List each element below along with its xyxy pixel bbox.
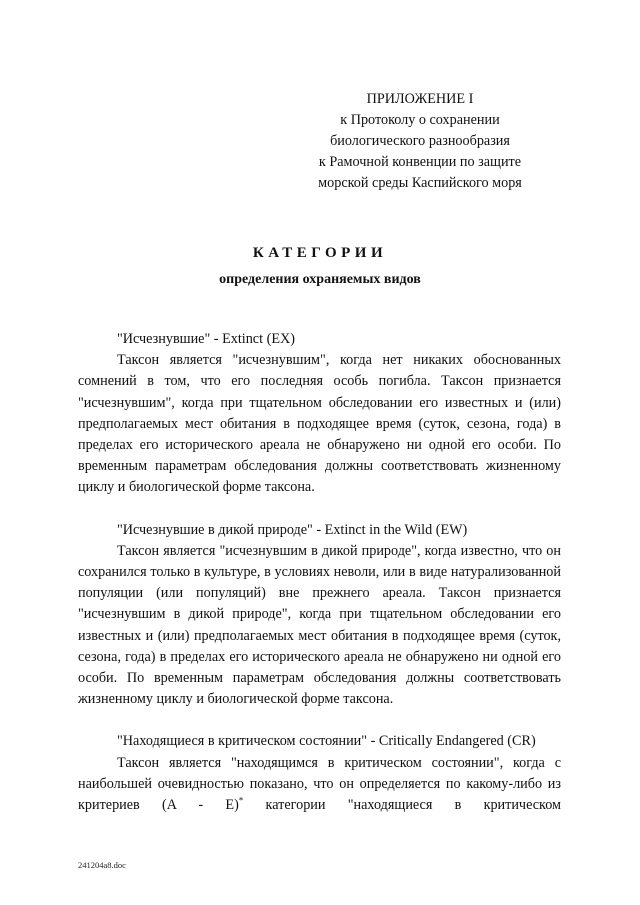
section-extinct [78,329,561,499]
section-critically-endangered [78,731,561,816]
section-heading: "Находящиеся в критическом состоянии" - Critically Endangered (CR) [117,733,536,750]
document-body [78,329,561,837]
section-extinct-in-wild [78,520,561,711]
section-heading: "Исчезнувшие" - Extinct (EX) [117,331,295,347]
section-text-part: Таксон является "находящимся в критическом состоянии", когда с наибольшей очевидностью показано, что он определяется по какому-либо из критериев (A - E) [78,754,561,814]
document-title: КАТЕГОРИИ [252,245,388,261]
appendix-line: морской среды Каспийского моря [318,175,522,191]
appendix-block [300,89,540,194]
file-name-footer: 241204a8.doc [78,860,126,870]
document-subtitle: определения охраняемых видов [219,272,421,287]
section-heading: "Исчезнувшие в дикой природе" - Extinct in the Wild (EW) [117,521,468,538]
footnote-mark: * [238,795,244,806]
appendix-line: биологического разнообразия [330,133,510,149]
appendix-line: к Протоколу о сохранении [340,112,500,128]
appendix-line: к Рамочной конвенции по защите [318,154,522,170]
appendix-heading: ПРИЛОЖЕНИЕ I [366,91,474,107]
section-text [78,753,561,817]
section-text: Таксон является "исчезнувшим в дикой природе", когда известно, что он сохранился только в культуре, в условиях неволи, или в виде натурализованной популяции (или популяций) вне прежнего ареала. Таксон признается "исчезнувшим в дикой природе", когда при тщательном обследовании его известных и (или) предполагаемых мест обитания в подходящее время (суток, сезона, года) в пределах его исторического ареала не обнаружено ни одной его особи. По временным параметрам обследования должны соответствовать жизненному циклу и биологической форме таксона. [78,542,561,708]
section-text-part: категории "находящиеся в критическом [243,797,561,814]
section-text: Таксон является "исчезнувшим", когда нет никаких обоснованных сомнений в том, что его последняя особь погибла. Таксон признается "исчезнувшим", когда при тщательном обследовании его известных и (или) предполагаемых мест обитания в подходящее время (суток, сезона, года) в пределах его исторического ареала не обнаружено ни одной его особи. По временным параметрам обследования должны соответствовать жизненному циклу и биологической форме таксона. [78,352,561,496]
